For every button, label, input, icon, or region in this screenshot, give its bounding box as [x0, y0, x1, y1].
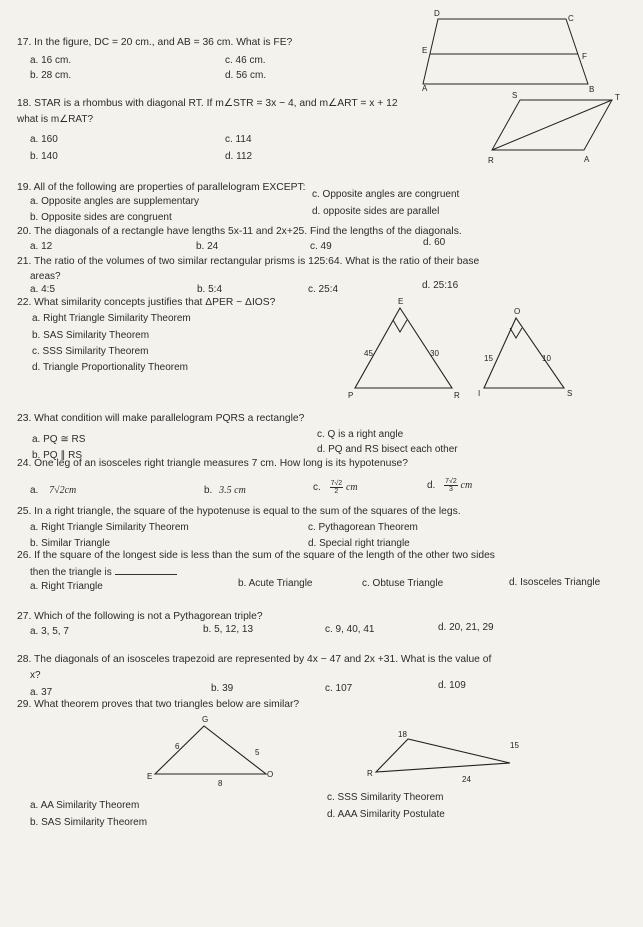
q26-stem-text: then the triangle is	[30, 567, 112, 578]
q25-stem: 25. In a right triangle, the square of the hypotenuse is equal to the sum of the squares of the legs.	[17, 506, 461, 517]
q29-option-d[interactable]: d. AAA Similarity Postulate	[327, 809, 445, 820]
q29-label-e: E	[147, 772, 153, 781]
q28-option-a[interactable]: a. 37	[30, 687, 53, 698]
q22-label-s: S	[567, 389, 573, 398]
q24-option-c[interactable]	[313, 480, 358, 495]
q24-option-b-letter: b.	[204, 485, 213, 496]
q29-triangle-geo-figure	[140, 713, 280, 793]
q21-stem-continued: areas?	[30, 271, 61, 282]
q28-option-c[interactable]: c. 107	[325, 683, 353, 694]
q24-option-b[interactable]	[204, 485, 246, 497]
q29-side-right: 5	[255, 748, 260, 757]
q19-stem: 19. All of the following are properties of parallelogram EXCEPT:	[17, 182, 306, 193]
q17-label-c: C	[568, 14, 574, 23]
q29-side-right-2: 15	[510, 741, 519, 750]
q29-triangle-r-figure	[362, 727, 542, 787]
q29-option-a[interactable]: a. AA Similarity Theorem	[30, 800, 140, 811]
q22-option-d[interactable]: d. Triangle Proportionality Theorem	[32, 362, 189, 373]
q22-side-right-2: 10	[542, 354, 551, 363]
q17-option-a[interactable]: a. 16 cm.	[30, 55, 72, 66]
q22-side-left: 45	[364, 349, 373, 358]
q18-option-b[interactable]: b. 140	[30, 151, 58, 162]
q19-option-a[interactable]: a. Opposite angles are supplementary	[30, 196, 199, 207]
q21-option-c[interactable]: c. 25:4	[308, 284, 339, 295]
q22-side-left-2: 15	[484, 354, 493, 363]
q22-triangle-per-figure	[340, 296, 470, 406]
q29-label-g: G	[202, 715, 209, 724]
q17-option-d[interactable]: d. 56 cm.	[225, 70, 267, 81]
q29-option-b[interactable]: b. SAS Similarity Theorem	[30, 817, 148, 828]
q18-stem-continued: what is m∠RAT?	[17, 114, 94, 125]
q24-stem: 24. One leg of an isosceles right triangle measures 7 cm. How long is its hypotenuse?	[17, 458, 408, 469]
q18-option-a[interactable]: a. 160	[30, 134, 58, 145]
q19-option-d[interactable]: d. opposite sides are parallel	[312, 206, 440, 217]
q24-option-b-value: 3.5 cm	[219, 485, 246, 496]
q22-label-e: E	[398, 297, 404, 306]
q22-label-i: I	[478, 389, 481, 398]
q24-option-d[interactable]	[427, 478, 472, 493]
q22-option-c[interactable]: c. SSS Similarity Theorem	[32, 346, 149, 357]
q23-option-c[interactable]: c. Q is a right angle	[317, 429, 404, 440]
q21-option-a[interactable]: a. 4:5	[30, 284, 56, 295]
q22-label-o: O	[514, 307, 521, 316]
q18-option-d[interactable]: d. 112	[225, 151, 253, 162]
q23-option-a[interactable]: a. PQ ≅ RS	[32, 434, 86, 445]
q24-option-a[interactable]	[30, 485, 76, 497]
q27-stem: 27. Which of the following is not a Pythagorean triple?	[17, 611, 263, 622]
q26-option-a[interactable]: a. Right Triangle	[30, 581, 103, 592]
q22-option-a[interactable]: a. Right Triangle Similarity Theorem	[32, 313, 191, 324]
q29-side-left: 6	[175, 742, 180, 751]
q29-side-left-2: 18	[398, 730, 407, 739]
q22-option-b[interactable]: b. SAS Similarity Theorem	[32, 330, 150, 341]
q17-option-b[interactable]: b. 28 cm.	[30, 70, 72, 81]
q28-option-b[interactable]: b. 39	[211, 683, 234, 694]
q17-label-a: A	[422, 84, 428, 93]
q19-option-b[interactable]: b. Opposite sides are congruent	[30, 212, 172, 223]
q21-stem: 21. The ratio of the volumes of two similar rectangular prisms is 125:64. What is the ratio of their base	[17, 256, 480, 267]
q28-stem-continued: x?	[30, 670, 41, 681]
q27-option-b[interactable]: b. 5, 12, 13	[203, 624, 254, 635]
q26-stem: 26. If the square of the longest side is less than the sum of the square of the length of the other two sides	[17, 550, 495, 561]
q24-option-c-numerator: 7√2	[330, 480, 343, 487]
q28-stem: 28. The diagonals of an isosceles trapezoid are represented by 4x − 47 and 2x +31. What is the value of	[17, 654, 492, 665]
q23-stem: 23. What condition will make parallelogram PQRS a rectangle?	[17, 413, 305, 424]
q17-label-f: F	[582, 52, 587, 61]
q24-option-c-denominator: 2	[334, 488, 339, 495]
q25-option-a[interactable]: a. Right Triangle Similarity Theorem	[30, 522, 189, 533]
q24-option-d-unit: cm	[460, 480, 473, 492]
q26-option-b[interactable]: b. Acute Triangle	[238, 578, 313, 589]
q24-option-c-letter: c.	[313, 482, 321, 494]
q29-option-c[interactable]: c. SSS Similarity Theorem	[327, 792, 444, 803]
q20-option-c[interactable]: c. 49	[310, 241, 332, 252]
q26-option-c[interactable]: c. Obtuse Triangle	[362, 578, 444, 589]
q24-option-d-denominator: 3	[448, 486, 453, 493]
q27-option-a[interactable]: a. 3, 5, 7	[30, 626, 69, 637]
q20-option-b[interactable]: b. 24	[196, 241, 219, 252]
q18-label-s: S	[512, 91, 518, 100]
q21-option-b[interactable]: b. 5:4	[197, 284, 223, 295]
q27-option-d[interactable]: d. 20, 21, 29	[438, 622, 494, 633]
q26-option-d[interactable]: d. Isosceles Triangle	[509, 577, 601, 588]
q23-option-d[interactable]: d. PQ and RS bisect each other	[317, 444, 458, 455]
q25-option-d[interactable]: d. Special right triangle	[308, 538, 410, 549]
q18-label-t: T	[615, 93, 620, 102]
q27-option-c[interactable]: c. 9, 40, 41	[325, 624, 375, 635]
q29-label-o: O	[267, 770, 274, 779]
q18-rhombus-figure	[488, 90, 628, 170]
q18-label-r: R	[488, 156, 494, 165]
q24-option-c-unit: cm	[345, 482, 358, 494]
q22-side-right: 30	[430, 349, 439, 358]
q22-label-p: P	[348, 391, 354, 400]
q17-label-d: D	[434, 9, 440, 18]
q18-option-c[interactable]: c. 114	[225, 134, 252, 145]
q29-side-base: 8	[218, 779, 223, 788]
q17-label-b: B	[589, 85, 595, 94]
q21-option-d[interactable]: d. 25:16	[422, 280, 459, 291]
q20-option-a[interactable]: a. 12	[30, 241, 53, 252]
q22-label-r: R	[454, 391, 460, 400]
q17-stem: 17. In the figure, DC = 20 cm., and AB = 36 cm. What is FE?	[17, 37, 293, 48]
q22-stem: 22. What similarity concepts justifies that ΔPER ~ ΔIOS?	[17, 297, 276, 308]
q20-option-d[interactable]: d. 60	[423, 237, 446, 248]
q24-option-a-value: 7√2cm	[49, 485, 77, 496]
q17-option-c[interactable]: c. 46 cm.	[225, 55, 266, 66]
q24-option-d-numerator: 7√2	[445, 478, 457, 485]
q24-option-d-letter: d.	[427, 480, 436, 492]
q29-side-base-2: 24	[462, 775, 471, 784]
q29-label-r: R	[367, 769, 373, 778]
q25-option-b[interactable]: b. Similar Triangle	[30, 538, 111, 549]
q20-stem: 20. The diagonals of a rectangle have lengths 5x-11 and 2x+25. Find the lengths of the diagonals.	[17, 226, 462, 237]
q17-label-e: E	[422, 46, 428, 55]
q18-stem: 18. STAR is a rhombus with diagonal RT. If m∠STR = 3x − 4, and m∠ART = x + 12	[17, 98, 398, 109]
q26-answer-blank[interactable]	[115, 565, 177, 575]
q26-stem-continued	[30, 565, 177, 579]
q28-option-d[interactable]: d. 109	[438, 680, 466, 691]
q19-option-c[interactable]: c. Opposite angles are congruent	[312, 189, 460, 200]
q17-trapezoid-figure	[418, 8, 598, 93]
q23-option-b[interactable]: b. PQ ∥ RS	[32, 450, 83, 461]
q25-option-c[interactable]: c. Pythagorean Theorem	[308, 522, 418, 533]
q24-option-a-letter: a.	[30, 485, 39, 496]
q18-label-a: A	[584, 155, 590, 164]
q29-stem: 29. What theorem proves that two triangles below are similar?	[17, 699, 300, 710]
q22-triangle-ios-figure	[476, 306, 596, 401]
